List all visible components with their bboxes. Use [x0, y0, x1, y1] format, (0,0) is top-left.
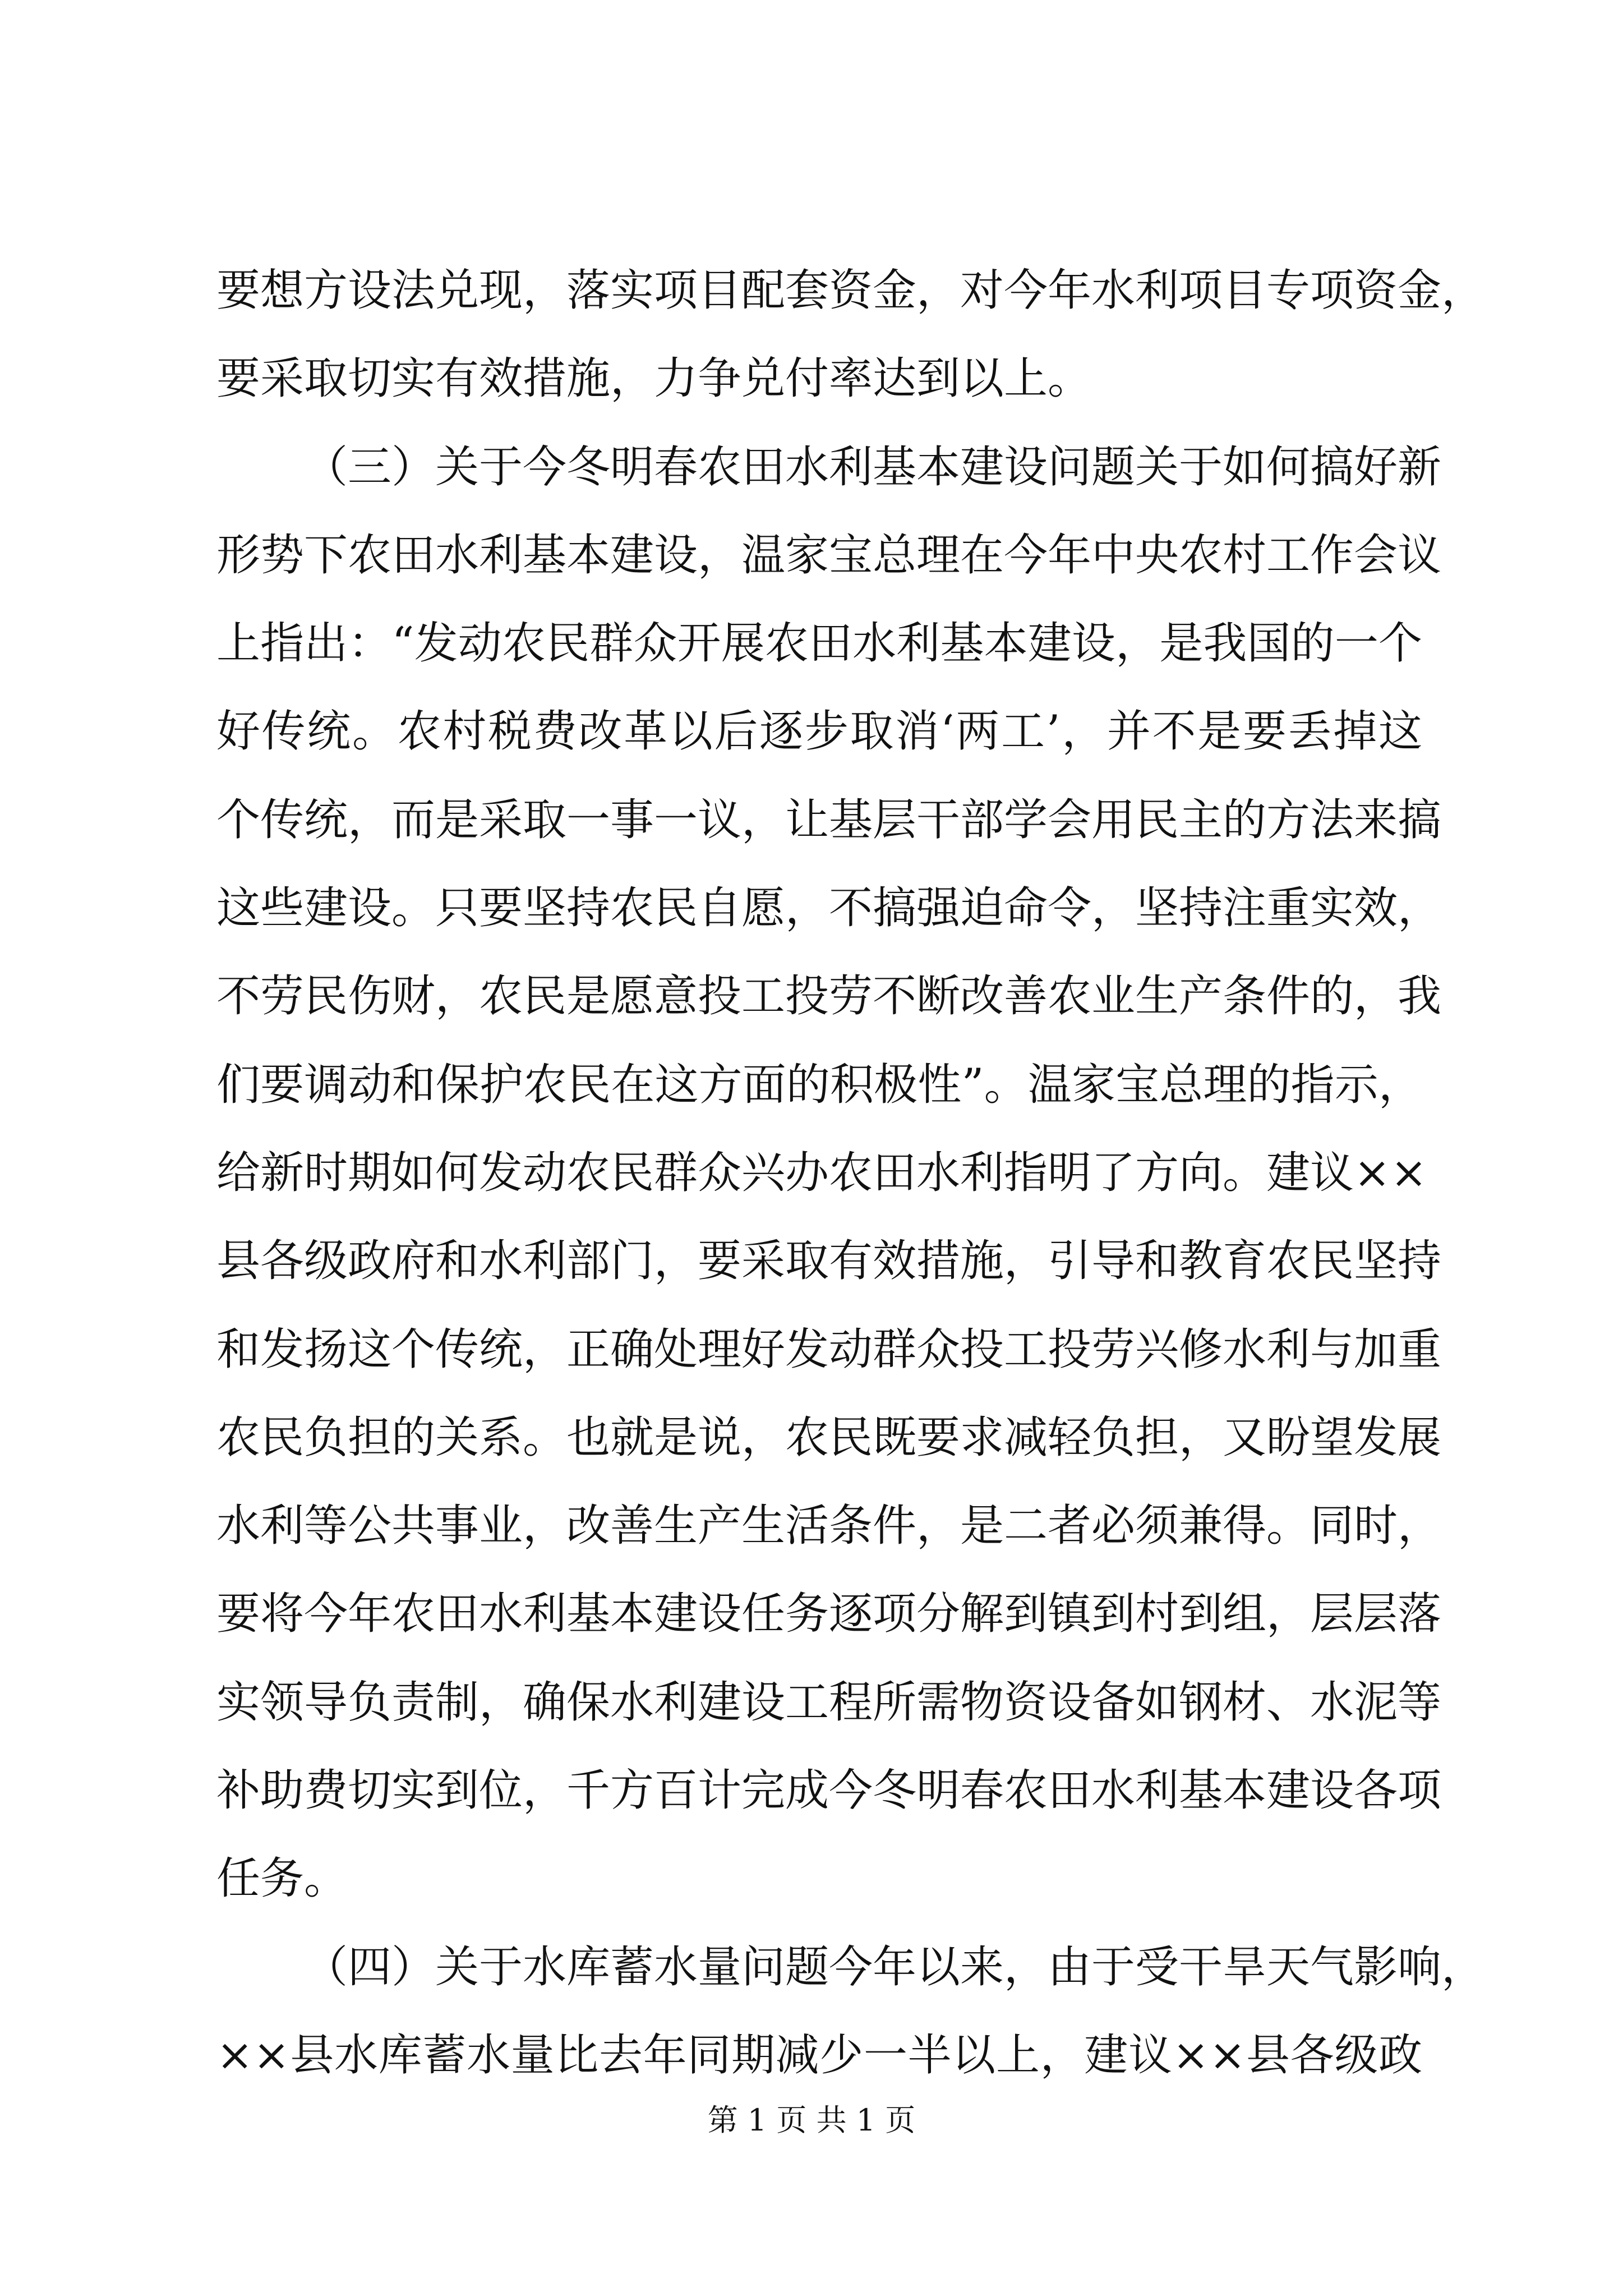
- text-line: 补助费切实到位，千方百计完成今冬明春农田水利基本建设各项: [216, 1765, 1442, 1816]
- text-line: 个传统，而是采取一事一议，让基层干部学会用民主的方法来搞: [216, 794, 1442, 845]
- text-line: 上指出：“发动农民群众开展农田水利基本建设，是我国的一个: [216, 618, 1422, 669]
- text-line: 县各级政府和水利部门，要采取有效措施，引导和教育农民坚持: [216, 1236, 1442, 1287]
- text-line: 任务。: [216, 1853, 348, 1904]
- document-body: [216, 247, 1486, 2100]
- text-line: 这些建设。只要坚持农民自愿，不搞强迫命令，坚持注重实效，: [216, 883, 1442, 934]
- text-line: 农民负担的关系。也就是说，农民既要求减轻负担，又盼望发展: [216, 1412, 1442, 1463]
- text-line: ××县水库蓄水量比去年同期减少一半以上，建议××县各级政: [216, 2030, 1422, 2081]
- text-line: 水利等公共事业，改善生产生活条件，是二者必须兼得。同时，: [216, 1501, 1442, 1552]
- text-line: 形势下农田水利基本建设，温家宝总理在今年中央农村工作会议: [216, 530, 1442, 581]
- text-line: 不劳民伤财，农民是愿意投工投劳不断改善农业生产条件的，我: [216, 971, 1442, 1022]
- page-footer: 第 1 页 共 1 页: [707, 2102, 916, 2138]
- text-line: 给新时期如何发动农民群众兴办农田水利指明了方向。建议××: [216, 1147, 1427, 1198]
- text-line: 要想方设法兑现，落实项目配套资金，对今年水利项目专项资金，: [216, 265, 1486, 316]
- text-line: 和发扬这个传统，正确处理好发动群众投工投劳兴修水利与加重: [216, 1324, 1442, 1375]
- text-line: 好传统。农村税费改革以后逐步取消‘两工’，并不是要丢掉这: [216, 706, 1422, 757]
- text-line: 们要调动和保护农民在这方面的积极性”。温家宝总理的指示，: [216, 1059, 1422, 1110]
- text-line: （三）关于今冬明春农田水利基本建设问题关于如何搞好新: [304, 441, 1442, 493]
- text-line: （四）关于水库蓄水量问题今年以来，由于受干旱天气影响，: [304, 1941, 1486, 1993]
- text-line: 要将今年农田水利基本建设任务逐项分解到镇到村到组，层层落: [216, 1589, 1442, 1640]
- text-line: 实领导负责制，确保水利建设工程所需物资设备如钢材、水泥等: [216, 1677, 1442, 1728]
- text-line: 要采取切实有效措施，力争兑付率达到以上。: [216, 353, 1092, 404]
